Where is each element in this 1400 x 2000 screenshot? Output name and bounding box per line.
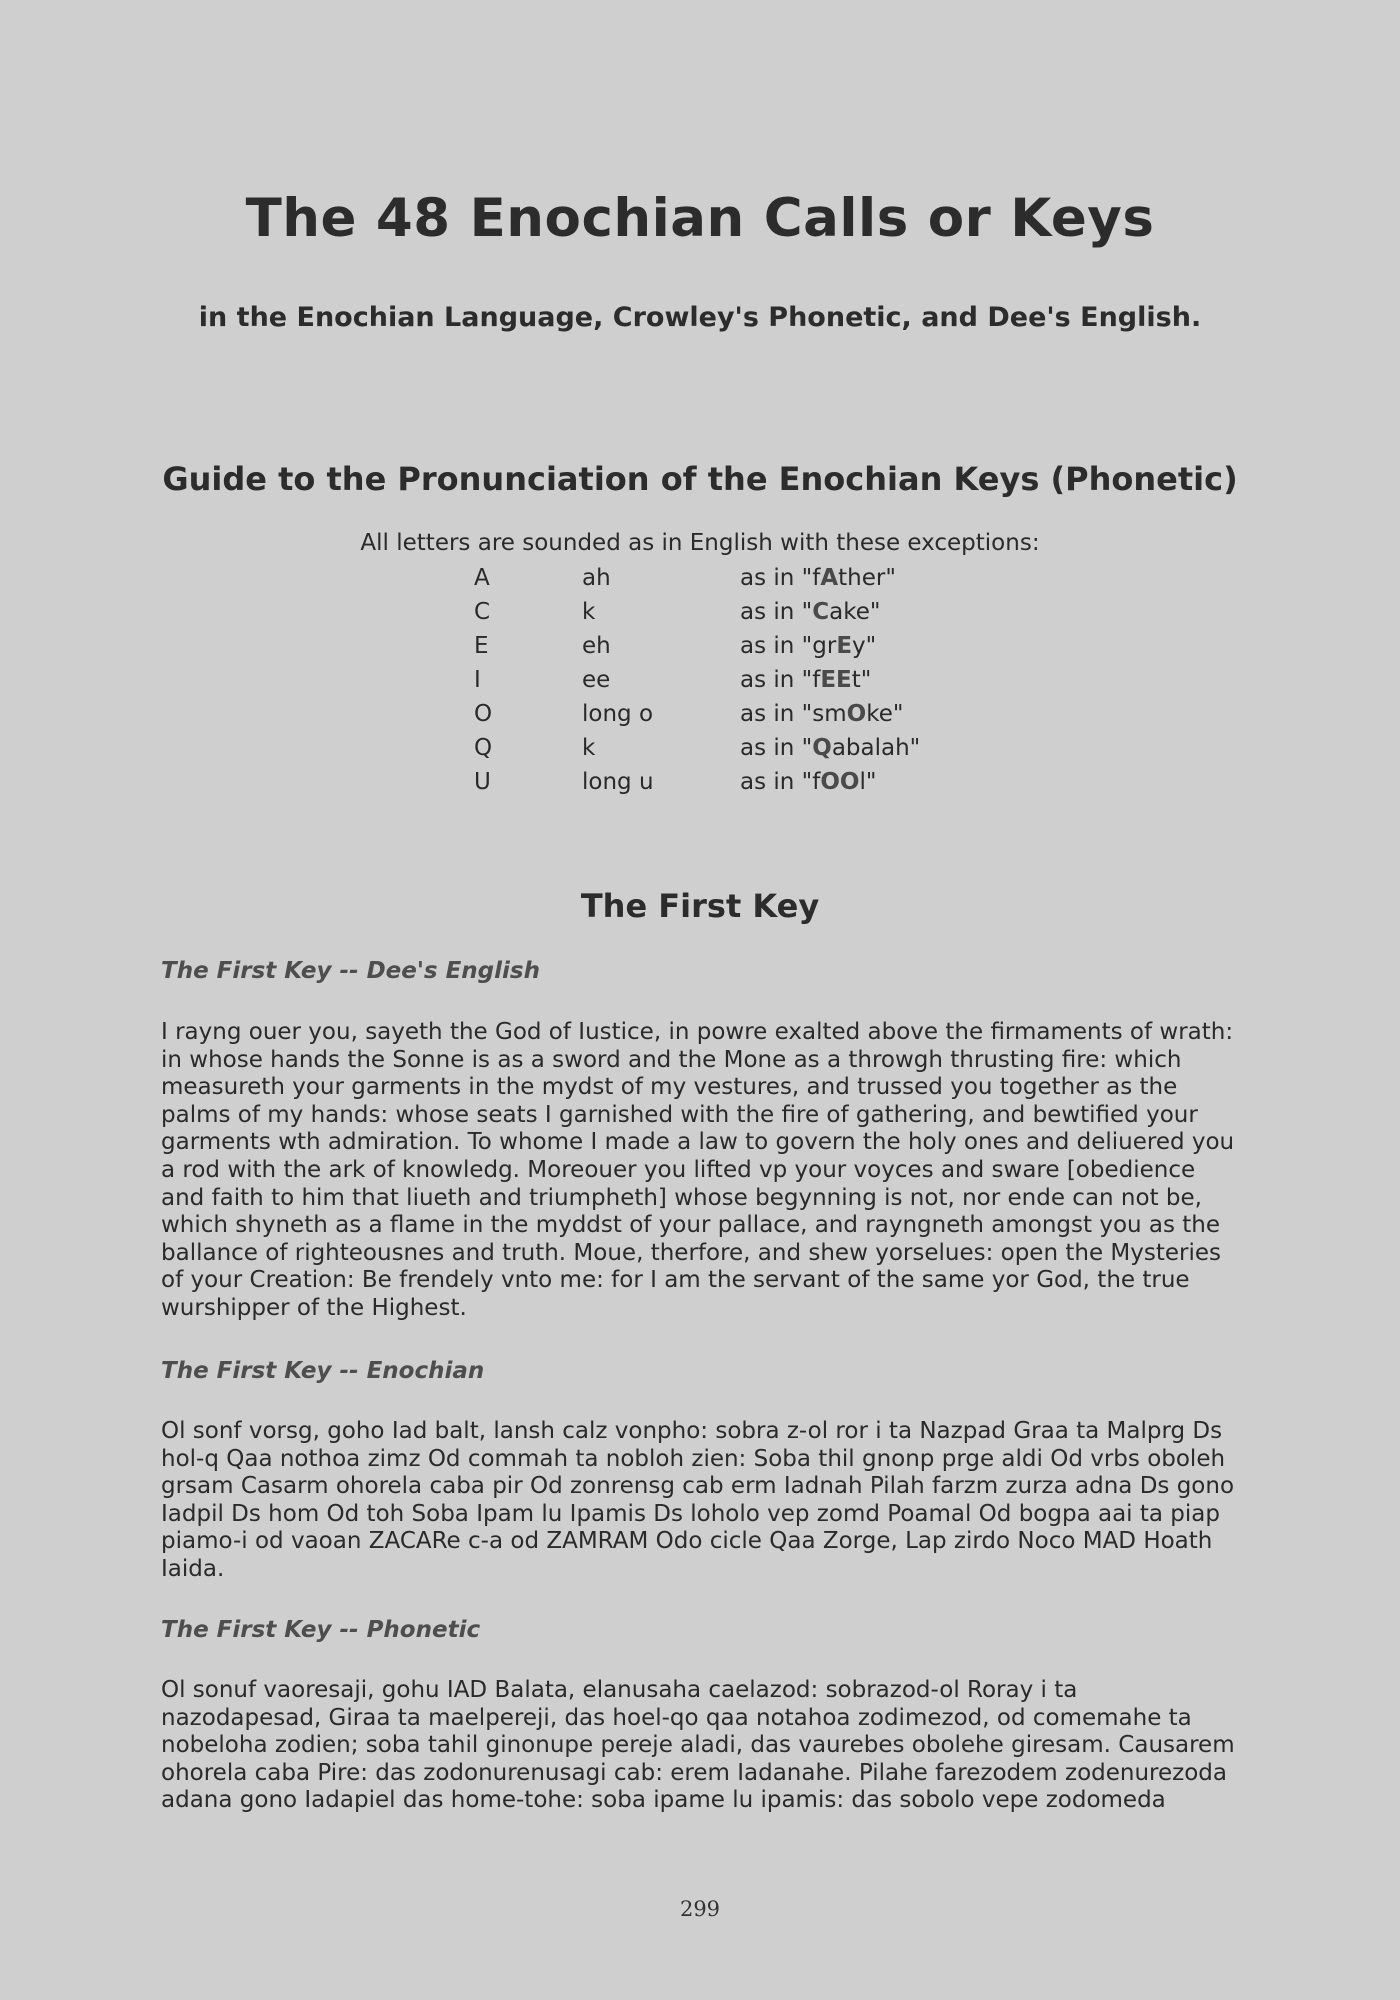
page-subtitle: in the Enochian Language, Crowley's Phonetic, and Dee's English. — [198, 302, 1202, 333]
pronunciation-sound: eh — [582, 633, 611, 659]
example-suffix: ke" — [866, 701, 904, 727]
pronunciation-sound: long u — [582, 769, 654, 795]
pronunciation-row — [474, 629, 920, 663]
pronunciation-row — [474, 663, 920, 697]
pronunciation-table — [474, 561, 920, 799]
first-key-heading: The First Key — [580, 887, 820, 925]
english-section-label: The First Key -- Dee's English — [161, 958, 540, 984]
example-suffix: ther" — [838, 565, 896, 591]
example-suffix: y" — [852, 633, 877, 659]
pronunciation-sound: long o — [582, 701, 654, 727]
pronunciation-example — [740, 561, 920, 595]
enochian-section-label: The First Key -- Enochian — [161, 1358, 485, 1384]
pronunciation-letter: Q — [474, 735, 493, 761]
example-suffix: l" — [859, 769, 877, 795]
pronunciation-example — [740, 595, 920, 629]
pronunciation-example — [740, 629, 920, 663]
example-prefix: as in " — [740, 735, 813, 761]
pronunciation-letter: U — [474, 769, 491, 795]
phonetic-section-label: The First Key -- Phonetic — [161, 1617, 481, 1643]
pronunciation-guide-heading: Guide to the Pronunciation of the Enochian Keys (Phonetic) — [162, 460, 1238, 498]
pronunciation-sound: ah — [582, 565, 611, 591]
english-text: I rayng ouer you, sayeth the God of Iustice, in powre exalted above the firmaments of wrath: in whose hands the Sonne is as a sword and the Mone as a throwgh thrusting fire: which measureth your garments in the mydst of my vestures, and trussed you together as the palms of my hands: whose seats I garnished with the fire of gathering, and bewtified your garments wth admiration. To whome I made a law to govern the holy ones and deliuered you a rod with the ark of knowledg. Moreouer you lifted vp your voyces and sware [obedience and faith to him that liueth and triumpheth] whose begynning is not, nor ende can not be, which shyneth as a flame in the myddst of your pallace, and rayngneth amongst you as the ballance of righteousnes and truth. Moue, therfore, and shew yorselues: open the Mysteries of your Creation: Be frendely vnto me: for I am the servant of the same yor God, the true wurshipper of the Highest. — [161, 1019, 1235, 1321]
example-suffix: t" — [851, 667, 872, 693]
example-emphasis: OO — [820, 769, 860, 795]
pronunciation-letter: I — [474, 667, 481, 693]
pronunciation-example — [740, 731, 920, 765]
pronunciation-sound: k — [582, 599, 596, 625]
example-emphasis: E — [836, 633, 853, 659]
page-title: The 48 Enochian Calls or Keys — [245, 188, 1155, 249]
pronunciation-sound: k — [582, 735, 596, 761]
example-emphasis: EE — [820, 667, 852, 693]
pronunciation-example — [740, 697, 920, 731]
pronunciation-guide-intro: All letters are sounded as in English with these exceptions: — [360, 530, 1040, 556]
pronunciation-letter: E — [474, 633, 489, 659]
pronunciation-letter: O — [474, 701, 493, 727]
pronunciation-row — [474, 765, 920, 799]
pronunciation-letter: C — [474, 599, 491, 625]
example-prefix: as in "sm — [740, 701, 847, 727]
pronunciation-row — [474, 697, 920, 731]
pronunciation-example — [740, 765, 920, 799]
pronunciation-example — [740, 663, 920, 697]
pronunciation-sound: ee — [582, 667, 611, 693]
example-emphasis: O — [846, 701, 867, 727]
example-prefix: as in "gr — [740, 633, 837, 659]
example-suffix: abalah" — [831, 735, 921, 761]
example-prefix: as in "f — [740, 769, 821, 795]
pronunciation-row — [474, 561, 920, 595]
example-suffix: ake" — [829, 599, 881, 625]
example-emphasis: Q — [812, 735, 832, 761]
enochian-text: Ol sonf vorsg, goho Iad balt, lansh calz vonpho: sobra z-ol ror i ta Nazpad Graa ta Malprg Ds hol-q Qaa nothoa zimz Od commah ta nobloh zien: Soba thil gnonp prge aldi Od vrbs oboleh grsam Casarm ohorela caba pir Od zonrensg cab erm Iadnah Pilah farzm zurza adna Ds gono Iadpil Ds hom Od toh Soba Ipam lu Ipamis Ds loholo vep zomd Poamal Od bogpa aai ta piap piamo-i od vaoan ZACARe c-a od ZAMRAM Odo cicle Qaa Zorge, Lap zirdo Noco MAD Hoath Iaida. — [161, 1418, 1235, 1582]
example-prefix: as in "f — [740, 667, 821, 693]
page-number: 299 — [679, 1897, 721, 1921]
example-emphasis: C — [812, 599, 830, 625]
pronunciation-row — [474, 731, 920, 765]
pronunciation-letter: A — [474, 565, 490, 591]
example-emphasis: A — [820, 565, 839, 591]
example-prefix: as in " — [740, 599, 813, 625]
phonetic-text: Ol sonuf vaoresaji, gohu IAD Balata, elanusaha caelazod: sobrazod-ol Roray i ta nazodapesad, Giraa ta maelpereji, das hoel-qo qaa notahoa zodimezod, od comemahe ta nobeloha zodien; soba tahil ginonupe pereje aladi, das vaurebes obolehe giresam. Causarem ohorela caba Pire: das zodonurenusagi cab: erem Iadanahe. Pilahe farezodem zodenurezoda adana gono Iadapiel das home-tohe: soba ipame lu ipamis: das sobolo vepe zodomeda — [161, 1677, 1235, 1814]
example-prefix: as in "f — [740, 565, 821, 591]
pronunciation-row — [474, 595, 920, 629]
